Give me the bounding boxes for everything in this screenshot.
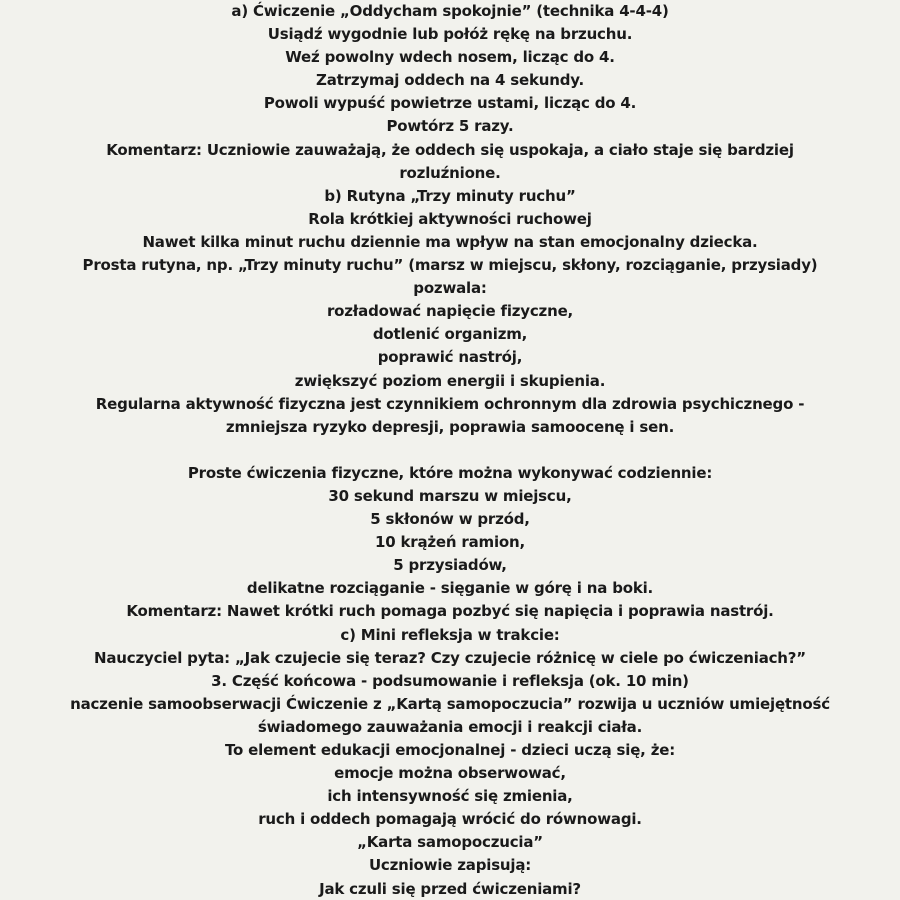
comment-line: Komentarz: Uczniowie zauważają, że oddech się uspokaja, a ciało staje się bardziej [106, 140, 794, 159]
text-line: zmniejsza ryzyko depresji, poprawia samoocenę i sen. [225, 417, 675, 436]
list-item: 10 krążeń ramion, [375, 533, 525, 552]
comment-line: Komentarz: Nawet krótki ruch pomaga pozbyć się napięcia i poprawia nastrój. [126, 602, 774, 621]
exercise-b-heading: b) Rutyna „Trzy minuty ruchu” [324, 186, 576, 205]
list-item: ich intensywność się zmienia, [327, 787, 573, 806]
list-item: emocje można obserwować, [334, 764, 566, 783]
text-line: Powtórz 5 razy. [386, 117, 514, 136]
list-item: dotlenić organizm, [372, 325, 528, 344]
text-line: Nauczyciel pyta: „Jak czujecie się teraz? Czy czujecie różnicę w ciele po ćwiczeniach?” [94, 648, 806, 667]
list-item: zwiększyć poziom energii i skupienia. [294, 371, 606, 390]
text-line: Weź powolny wdech nosem, licząc do 4. [285, 48, 615, 67]
text-line: Nawet kilka minut ruchu dziennie ma wpływ na stan emocjonalny dziecka. [142, 232, 758, 251]
text-line: Uczniowie zapisują: [368, 856, 532, 875]
text-line: Zatrzymaj oddech na 4 sekundy. [316, 71, 584, 90]
list-item: 5 skłonów w przód, [370, 510, 530, 529]
subheading: Proste ćwiczenia fizyczne, które można wykonywać codziennie: [187, 463, 713, 482]
card-title: „Karta samopoczucia” [357, 833, 543, 852]
list-item: 30 sekund marszu w miejscu, [328, 486, 572, 505]
list-item: rozładować napięcie fizyczne, [326, 302, 574, 321]
exercise-c-heading: c) Mini refleksja w trakcie: [340, 625, 560, 644]
text-line: pozwala: [413, 279, 487, 298]
comment-line: rozluźnione. [399, 163, 501, 182]
list-item: ruch i oddech pomagają wrócić do równowagi. [258, 810, 642, 829]
text-line: naczenie samoobserwacji Ćwiczenie z „Kartą samopoczucia” rozwija u uczniów umiejętność [70, 694, 830, 713]
text-line: Prosta rutyna, np. „Trzy minuty ruchu” (marsz w miejscu, skłony, rozciąganie, przysiady) [82, 256, 818, 275]
text-line: To element edukacji emocjonalnej - dzieci uczą się, że: [224, 741, 676, 759]
text-line: Usiądź wygodnie lub połóż rękę na brzuchu. [267, 25, 633, 44]
text-line: Jak czuli się przed ćwiczeniami? [319, 879, 581, 898]
text-line: Powoli wypuść powietrze ustami, licząc do 4. [263, 94, 637, 113]
blank-line [0, 439, 900, 462]
list-item: poprawić nastrój, [377, 348, 523, 367]
subheading: Rola krótkiej aktywności ruchowej [308, 209, 592, 228]
text-line: Regularna aktywność fizyczna jest czynnikiem ochronnym dla zdrowia psychicznego - [95, 394, 805, 413]
list-item: 5 przysiadów, [393, 556, 507, 575]
exercise-a-heading: a) Ćwiczenie „Oddycham spokojnie” (technika 4-4-4) [231, 2, 669, 20]
section-3-heading: 3. Część końcowa - podsumowanie i refleksja (ok. 10 min) [211, 671, 689, 690]
text-line: świadomego zauważania emocji i reakcji ciała. [257, 717, 643, 736]
list-item: delikatne rozciąganie - sięganie w górę i na boki. [246, 579, 654, 598]
